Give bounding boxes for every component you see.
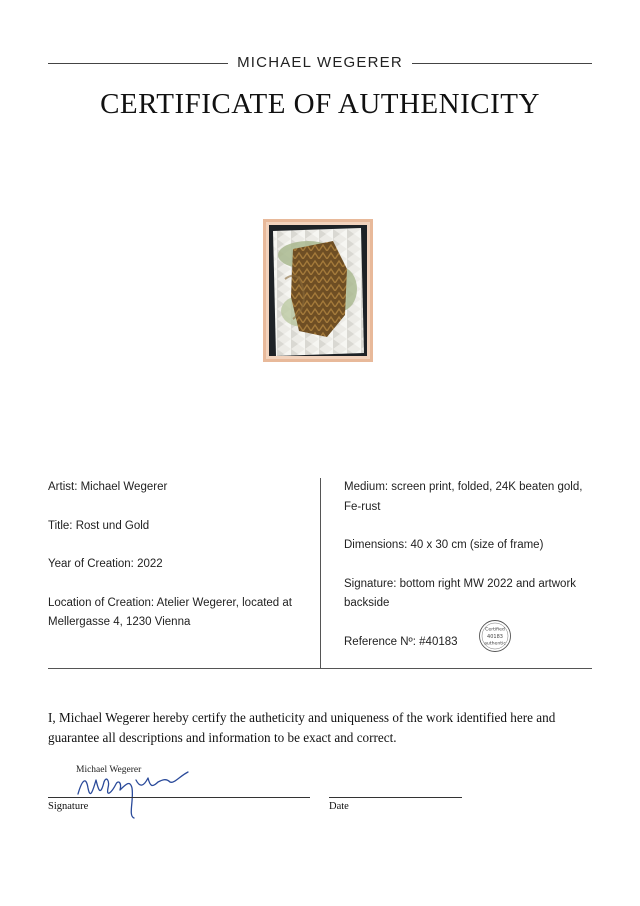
year-field: Year of Creation: 2022: [48, 558, 163, 570]
signature-line: [48, 797, 310, 798]
certificate-title: CERTIFICATE OF AUTHENICITY: [100, 88, 540, 120]
reference-field: Reference Nº: #40183: [344, 635, 458, 648]
dimensions-field: Dimensions: 40 x 30 cm (size of frame): [344, 539, 544, 551]
brand-header: [48, 52, 592, 76]
location-field: Location of Creation: Atelier Wegerer, located at Mellergasse 4, 1230 Vienna: [48, 596, 292, 628]
details-right-column: [344, 478, 592, 671]
title-field: Title: Rost und Gold: [48, 519, 150, 532]
signature-label: Signature: [48, 801, 89, 812]
certification-statement: I, Michael Wegerer hereby certify the autheticity and uniqueness of the work identified here and guarantee all descriptions and information to be exact and correct.: [48, 710, 556, 745]
artwork-image: [263, 219, 373, 362]
stamp-line-2: 40183: [487, 633, 503, 640]
certified-stamp-icon: [478, 619, 512, 653]
details-bottom-rule: [48, 668, 592, 669]
details-left-column: [48, 478, 298, 652]
stamp-line-3: authentic: [484, 641, 506, 646]
signer-printed-name: Michael Wegerer: [76, 765, 142, 775]
artwork-details: [48, 478, 592, 668]
reference-row: [344, 627, 592, 653]
artist-field: Artist: Michael Wegerer: [48, 481, 168, 493]
date-line: [329, 797, 462, 798]
handwritten-signature: [70, 758, 210, 820]
artist-brand-name: MICHAEL WEGERER: [237, 54, 403, 71]
date-label: Date: [329, 801, 349, 812]
brand-rule-right: [412, 63, 592, 64]
column-divider: [320, 478, 321, 668]
signature-field: Signature: bottom right MW 2022 and artwork backside: [344, 577, 577, 609]
stamp-line-1: Certified: [485, 627, 505, 632]
medium-field: Medium: screen print, folded, 24K beaten gold, Fe-rust: [344, 481, 583, 513]
